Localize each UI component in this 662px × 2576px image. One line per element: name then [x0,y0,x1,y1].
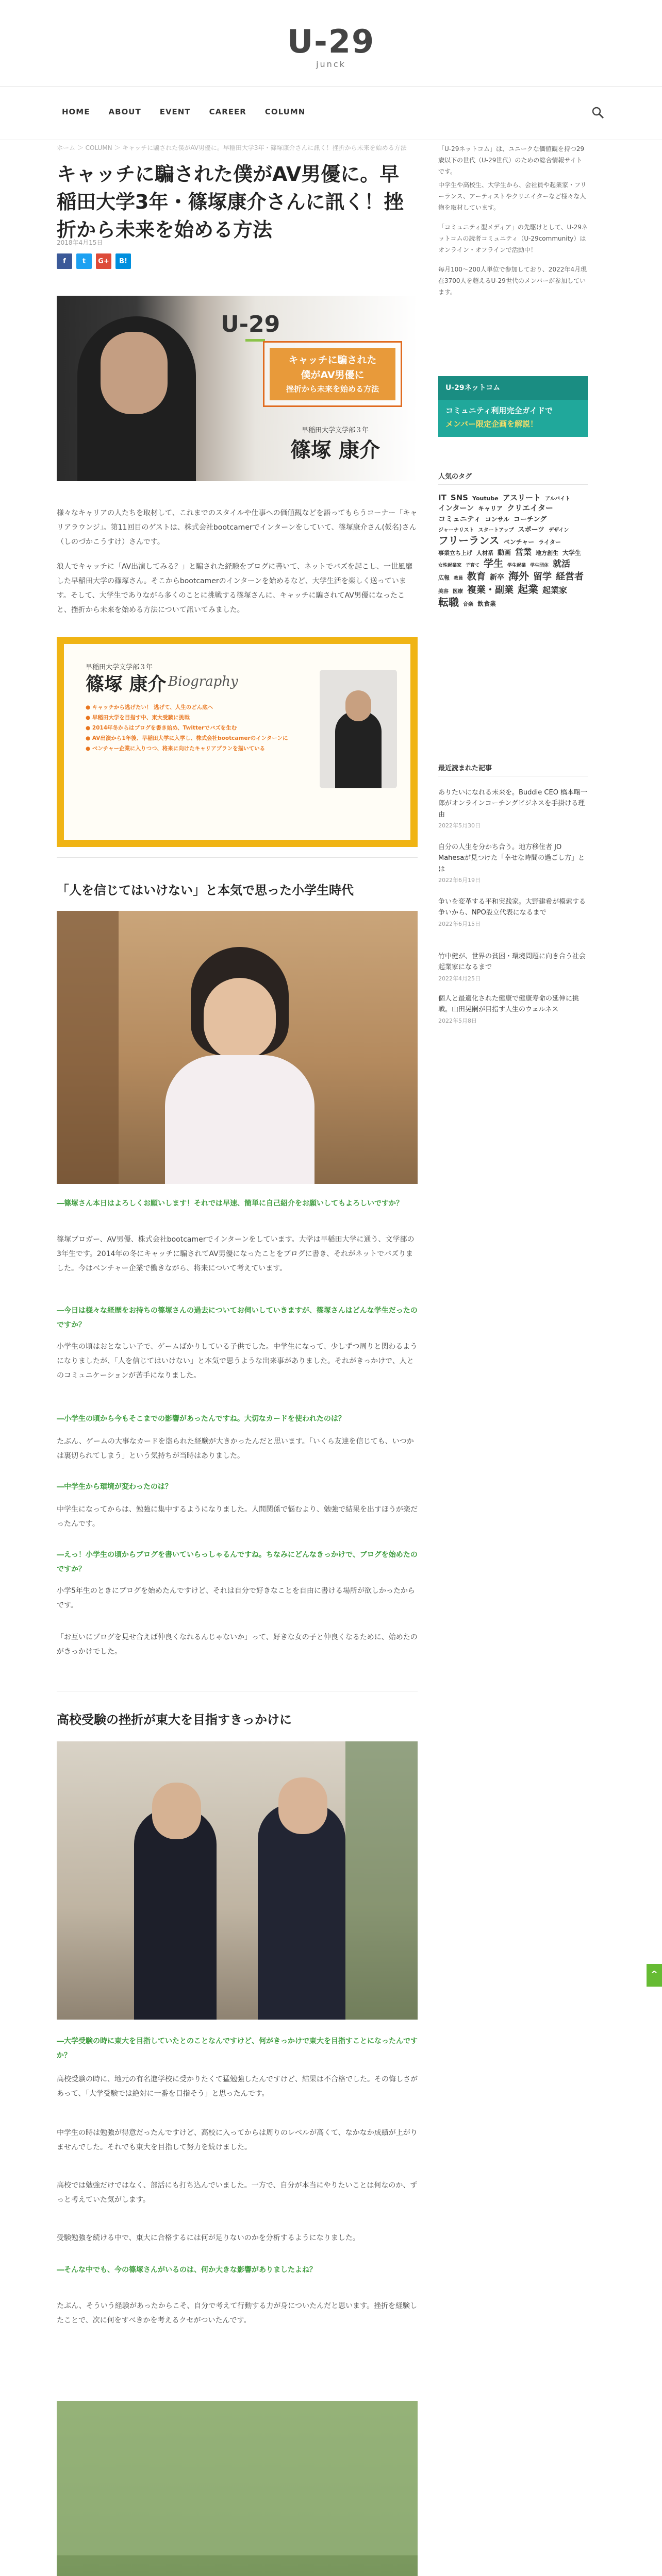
breadcrumb[interactable]: ホーム ＞ COLUMN ＞ キャッチに騙された僕がAV男優に。早稲田大学3年・篠塚康介さんに訊く！挫折から未来を始める方法 [57,144,407,151]
article-date: 2018年4月15日 [57,239,103,246]
page-top-button[interactable]: ^ [647,1964,662,1987]
recent-article-title[interactable]: ありたいになれる未来を。Buddie CEO 橋本曙一郎がオンラインコーチングビジネスを手掛ける理由 [438,789,588,819]
facebook-share-button[interactable]: f [57,253,72,269]
recent-article-title[interactable]: 個人と最適化された健康で健康寿命の延伸に挑戦。山田晃嗣が目指す人生のウェルネス [438,995,580,1014]
answer-3: たぶん、ゲームの大事なカードを盗られた経験が大きかったんだと思います。「いくら友達を信じても、いつかは裏切られてしまう」という気持ちが当時はありました。 [57,1437,414,1460]
recent-article[interactable] [438,993,588,1025]
tag-link[interactable]: スポーツ [518,526,545,534]
tag-link[interactable]: コミュニティ [438,515,481,523]
biography-card [57,637,418,847]
hero-box-line2: 僕がAV男優に [301,369,365,381]
banner-line-1: U-29ネットコム [445,384,501,392]
childhood-photo [57,911,418,1184]
answer-8: 中学生の時は勉強が得意だったんですけど、高校に入ってからは周りのレベルが高くて、なかなか成績が上がりませんでした。それでも東大を目指して努力を続けました。 [57,2129,418,2151]
tag-link[interactable]: 学生 [484,557,504,569]
divider [57,857,418,858]
hero-face [101,332,168,414]
tag-link[interactable]: 起業家 [542,585,568,595]
tag-link[interactable]: 女性起業家 [438,563,462,568]
hero-box-line1: キャッチに騙された [288,354,377,366]
sidebar-rule [438,484,588,485]
recent-article[interactable] [438,951,588,982]
hatena-share-button[interactable]: B! [115,253,131,269]
tag-link[interactable]: 海外 [508,570,529,583]
tag-link[interactable]: コーチング [514,515,547,523]
hero-box-line3: 挫折から未来を始める方法 [286,384,379,394]
bio-line: ● AV出演から1年後、早稲田大学に入学し、株式会社bootcamerのインターンに [86,735,288,741]
nav-about[interactable]: ABOUT [108,107,141,116]
highschool-photo [57,1741,418,2020]
banner-line-3: メンバー限定企画を解説！ [445,419,538,429]
main-nav [0,87,662,140]
question-7: ―そんな中でも、今の篠塚さんがいるのは、何か大きな影響がありましたよね？ [57,2266,317,2274]
tag-link[interactable]: 起業 [518,583,538,596]
question-4: ―中学生から環境が変わったのは？ [57,1483,172,1491]
tag-link[interactable]: IT [438,493,446,502]
tag-link[interactable]: 動画 [498,549,511,557]
tag-link[interactable]: 学生団体 [530,563,549,568]
tag-link[interactable]: フリーランス [438,534,500,547]
question-6: ―大学受験の時に東大を目指していたとのことなんですけど、何がきっかけで東大を目指すことになったんですか？ [57,2037,418,2060]
recent-article[interactable] [438,896,588,928]
community-guide-banner[interactable] [438,376,588,437]
recent-article[interactable] [438,787,588,829]
tag-link[interactable]: SNS [450,493,468,502]
question-5: ―えっ！小学生の頃からブログを書いていらっしゃるんですね。ちなみにどんなきっかけで、ブログを始めたのですか？ [57,1551,418,1573]
tag-link[interactable]: デザイン [549,528,569,533]
nav-event[interactable]: EVENT [159,107,191,116]
answer-7: 高校受験の時に、地元の有名進学校に受かりたくて猛勉強したんですけど、結果は不合格でした。その悔しさがあって、「大学受験では絶対に一番を目指そう」と思ったんです。 [57,2075,418,2098]
section-heading-2: 高校受験の挫折が東大を目指すきっかけに [57,1713,292,1727]
tag-link[interactable]: 事業立ち上げ [438,550,472,557]
bio-script-title: Biography [168,674,238,689]
site-header [0,0,662,87]
sidebar-about-3: 「コミュニティ型メディア」の先駆けとして、U-29ネットコムの読者コミュニティ（U-29community）はオンライン・オフラインで活動中！ [438,224,588,254]
recent-article-date: 2022年4月25日 [438,975,481,982]
search-icon[interactable] [590,105,606,121]
bio-line: ● ベンチャー企業に入りつつ、将来に向けたキャリアプランを描いている [86,745,266,752]
nav-home[interactable]: HOME [62,107,90,116]
tag-link[interactable]: 学生起業 [507,563,526,568]
answer-10: 受験勉強を続ける中で、東大に合格するには何が足りないのかを分析するようになりました。 [57,2234,360,2242]
nav-career[interactable]: CAREER [209,107,246,116]
hero-image [57,296,418,481]
tag-link[interactable]: 教育 [467,571,486,583]
tag-link[interactable]: キャリア [478,505,503,512]
hero-headline-box [263,341,402,407]
recent-article-date: 2022年6月15日 [438,920,481,927]
recent-article-title[interactable]: 自分の人生を分かち合う。地方移住者 JO Mahesaが見つけた「幸せな時間の過ごし方」とは [438,843,585,873]
sidebar-about: 「U-29ネットコム」は、ユニークな価値観を持つ29歳以下の世代（U-29世代）のための総合情報サイトです。 [438,145,585,176]
question-2: ―今日は様々な経歴をお持ちの篠塚さんの過去についてお伺いしていきますが、篠塚さんはどんな学生だったのですか？ [57,1307,418,1329]
tag-link[interactable]: 教員 [454,576,464,582]
hero-name: 篠塚 康介 [290,438,380,462]
answer-4: 中学生になってからは、勉強に集中するようになりました。人間関係で悩むより、勉強で結果を出すほうが楽だったんです。 [57,1505,418,1528]
tag-link[interactable]: ライター [538,539,561,546]
answer-2: 小学生の頃はおとなしい子で、ゲームばかりしている子供でした。中学生になって、少しずつ周りと関わるようになりましたが、「人を信じてはいけない」と本気で思うような出来事がありました。それがきっかけで、人とのコミュニケーションが苦手になりました。 [57,1343,418,1380]
recent-article-date: 2022年6月19日 [438,877,481,884]
hero-logo-accent [245,339,265,342]
bio-line: ● 早稲田大学を目指す中、東大受験に挑戦 [86,714,190,721]
bio-label: 早稲田大学文学部３年 [86,664,153,671]
outdoor-photo [57,2401,418,2576]
hero-label: 早稲田大学文学部３年 [301,427,369,434]
tag-link[interactable]: ジャーナリスト [438,528,474,533]
sidebar-about-4: 毎月100〜200人単位で参加しており、2022年4月現在3700人を超えるU-29世代のメンバーが参加しています。 [438,266,587,296]
tag-link[interactable]: 広報 [438,574,450,582]
recent-article-date: 2022年5月30日 [438,822,481,829]
tag-link[interactable]: アスリート [502,493,541,502]
answer-1: 篠塚ブロガー、AV男優、株式会社bootcamerでインターンをしています。大学は早稲田大学に通う、文学部の3年生です。2014年の冬にキャッチに騙されてAV男優になったことをブログに書き、それがネットでバズりました。今はベンチャー企業で働きながら、将来について考えています。 [57,1235,415,1273]
tag-link[interactable]: 医療 [453,588,463,595]
tag-link[interactable]: アルバイト [545,496,571,502]
tag-link[interactable]: コンサル [485,515,510,523]
answer-9: 高校では勉強だけではなく、部活にも打ち込んでいました。一方で、自分が本当にやりたいことは何なのか、ずっと考えていた気がします。 [57,2181,418,2204]
tag-link[interactable]: 転職 [438,596,459,609]
tag-link[interactable]: 経営者 [556,571,584,583]
tags-heading: 人気のタグ [438,473,472,481]
answer-5: 小学5年生のときにブログを始めたんですけど、それは自分で好きなことを自由に書ける場所が欲しかったからです。 [57,1587,415,1609]
tag-link[interactable]: 留学 [533,571,552,583]
tag-link[interactable]: 新卒 [490,573,505,582]
googleplus-share-button[interactable]: G+ [96,253,111,269]
twitter-share-button[interactable]: t [76,253,92,269]
intro-paragraph-2: 浪人でキャッチに「AV出演してみる？」と騙された経験をブログに書いて、ネットでバズを起こし、一世風靡した早稲田大学の篠塚さん。そこからbootcamerのインターンを始めるなど、大学生活を楽しく送っています。そして、大学生でありながら多くのことに挑戦する篠塚さんに、キャッチに騙されてAV男優になったこと、挫折から未来を始める方法について訊いてみました。 [57,563,412,614]
recent-heading: 最近読まれた記事 [438,765,492,772]
tag-link[interactable]: 飲食業 [477,600,496,608]
recent-article-title[interactable]: 竹中健が、世界の貧困・環境問題に向き合う社会起業家になるまで [438,953,586,972]
tag-link[interactable]: ベンチャー [503,538,535,546]
banner-line-2: コミュニティ利用完全ガイドで [445,406,553,415]
question-1: ―篠塚さん本日はよろしくお願いします！それでは早速、簡単に自己紹介をお願いしてもよろしいですか？ [57,1199,403,1208]
bio-lines [86,703,312,754]
tag-cloud [438,493,588,609]
tag-link[interactable]: 人材系 [476,550,493,557]
nav-column[interactable]: COLUMN [264,107,306,116]
bio-line: ● キャッチから逃げたい！ 逃げて、人生のどん底へ [86,704,213,710]
tag-link[interactable]: 子育て [466,563,480,568]
section-heading-1: 「人を信じてはいけない」と本気で思った小学生時代 [57,883,354,897]
site-logo[interactable]: U-29 [287,23,375,60]
tag-link[interactable]: 大学生 [562,549,582,557]
answer-6: 「お互いにブログを見せ合えば仲良くなれるんじゃないか」って、好きな女の子と仲良くなるために、始めたのがきっかけでした。 [57,1633,418,1656]
tag-link[interactable]: 音楽 [463,602,473,608]
bio-line: ● 2014年冬からはブログを書き始め、Twitterでバズを生む [86,724,237,731]
bio-name: 篠塚 康介 [86,674,167,695]
answer-11: たぶん、そういう経験があったからこそ、自分で考えて行動する力が身についたんだと思います。挫折を経験したことで、次に何をすべきかを考えるクセがついたんです。 [57,2302,418,2325]
bio-photo [320,670,397,788]
intro-paragraph-1: 様々なキャリアの人たちを取材して、これまでのスタイルや仕事への価値観などを語ってもらうコーナー「キャリアラウンジ」。第11回目のゲストは、株式会社bootcamerでインターンをしていて、篠塚康介さん(仮名)さん（しのづかこうすけ）さんです。 [57,509,418,546]
recent-article-date: 2022年5月8日 [438,1017,477,1024]
tag-link[interactable]: 営業 [515,547,532,557]
tag-link[interactable]: スタートアップ [478,528,514,533]
tag-link[interactable]: 美容 [438,588,449,595]
tag-link[interactable]: クリエイター [507,503,553,513]
sidebar-about-2: 中学生や高校生、大学生から、会社員や起業家・フリーランス、アーティストやクリエイターなど様々な人物を取材しています。 [438,181,587,212]
tag-link[interactable]: Youtube [472,495,499,502]
site-logo-sub: junck [316,59,346,69]
question-3: ―小学生の頃から今もそこまでの影響があったんですね。大切なカードを使われたのは？ [57,1415,345,1423]
recent-article-title[interactable]: 争いを変革する平和実践家。大野建希が模索する争いから、NPO設立代表になるまで [438,898,586,917]
tag-link[interactable]: 複業・副業 [467,584,514,596]
share-buttons [57,253,131,269]
tag-link[interactable]: 地方創生 [536,550,559,557]
tag-link[interactable]: インターン [438,504,474,513]
hero-logo: U-29 [221,311,280,337]
article-title: キャッチに騙された僕がAV男優に。早稲田大学3年・篠塚康介さんに訊く！挫折から未来を始める方法 [57,163,404,241]
tag-link[interactable]: 就活 [553,558,571,569]
recent-article[interactable] [438,842,588,884]
